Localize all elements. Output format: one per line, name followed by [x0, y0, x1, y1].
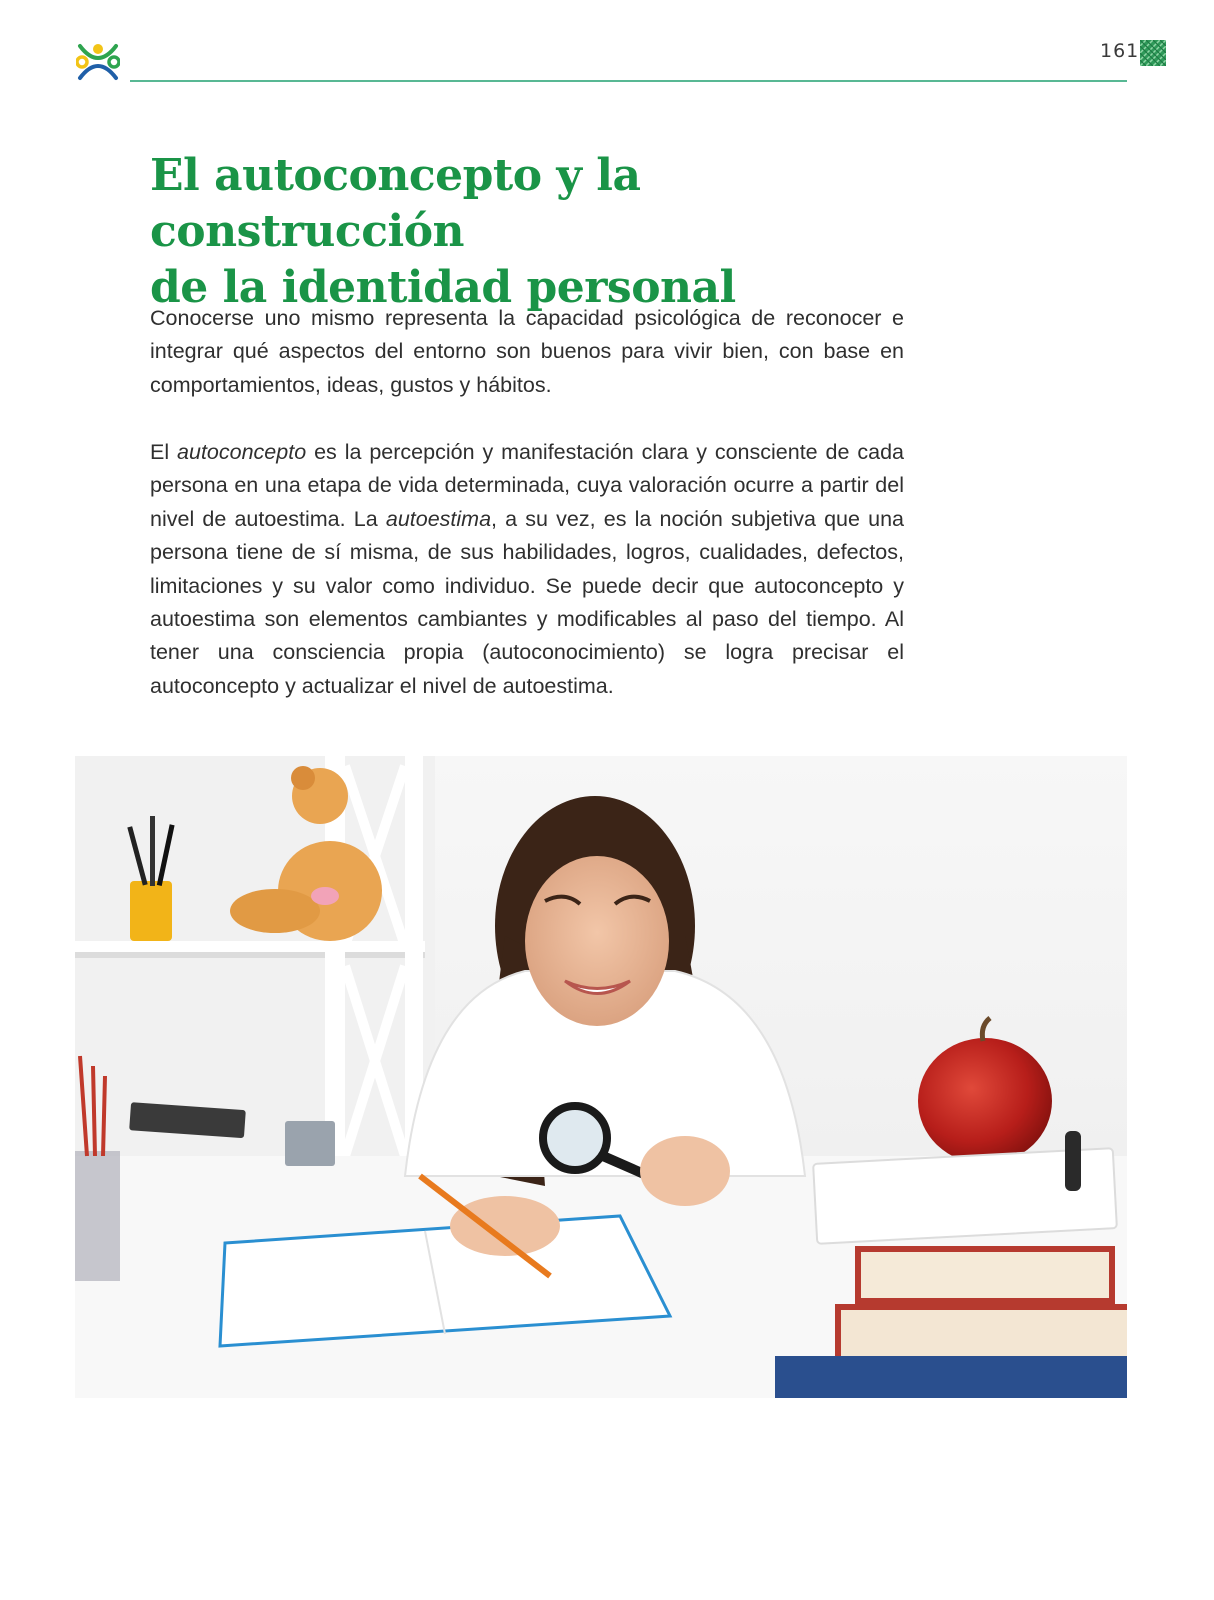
definition-paragraph [150, 436, 904, 703]
paragraph-text-2: es la percepción y manifestación clara y consciente de cada persona en una etapa de vida determinada, cuya valoración ocurre a partir del nivel de autoestima. La [150, 440, 905, 531]
paragraph-text-1: El [150, 440, 178, 464]
green-pattern-square-icon [1140, 40, 1166, 66]
title-line-2: de la identidad personal [150, 262, 736, 313]
term-autoestima: autoestima [385, 506, 492, 531]
interlinked-figures-logo-icon [76, 40, 120, 84]
page-number: 161 [1100, 40, 1140, 62]
paragraph-text-3: , a su vez, es la noción subjetiva que una persona tiene de sí misma, de sus habilidades, logros, cualidades, defectos, limitaciones y su valor como individuo. Se puede decir que autoconcepto y autoestima son elementos cambiantes y modificables al paso del tiempo. Al tener una consciencia propia (autoconocimiento) se logra precisar el autoconcepto y actualizar el nivel de autoestima. [150, 506, 904, 698]
header-rule [130, 80, 1127, 82]
title-line-1: El autoconcepto y la construcción [150, 150, 641, 257]
girl-with-magnifying-glass-photo [75, 756, 1127, 1398]
term-autoconcepto: autoconcepto [177, 440, 307, 464]
intro-paragraph: Conocerse uno mismo representa la capacidad psicológica de reconocer e integrar qué aspectos del entorno son buenos para vivir bien, con base en comportamientos, ideas, gustos y hábitos. [150, 306, 904, 397]
page-title [150, 148, 950, 316]
